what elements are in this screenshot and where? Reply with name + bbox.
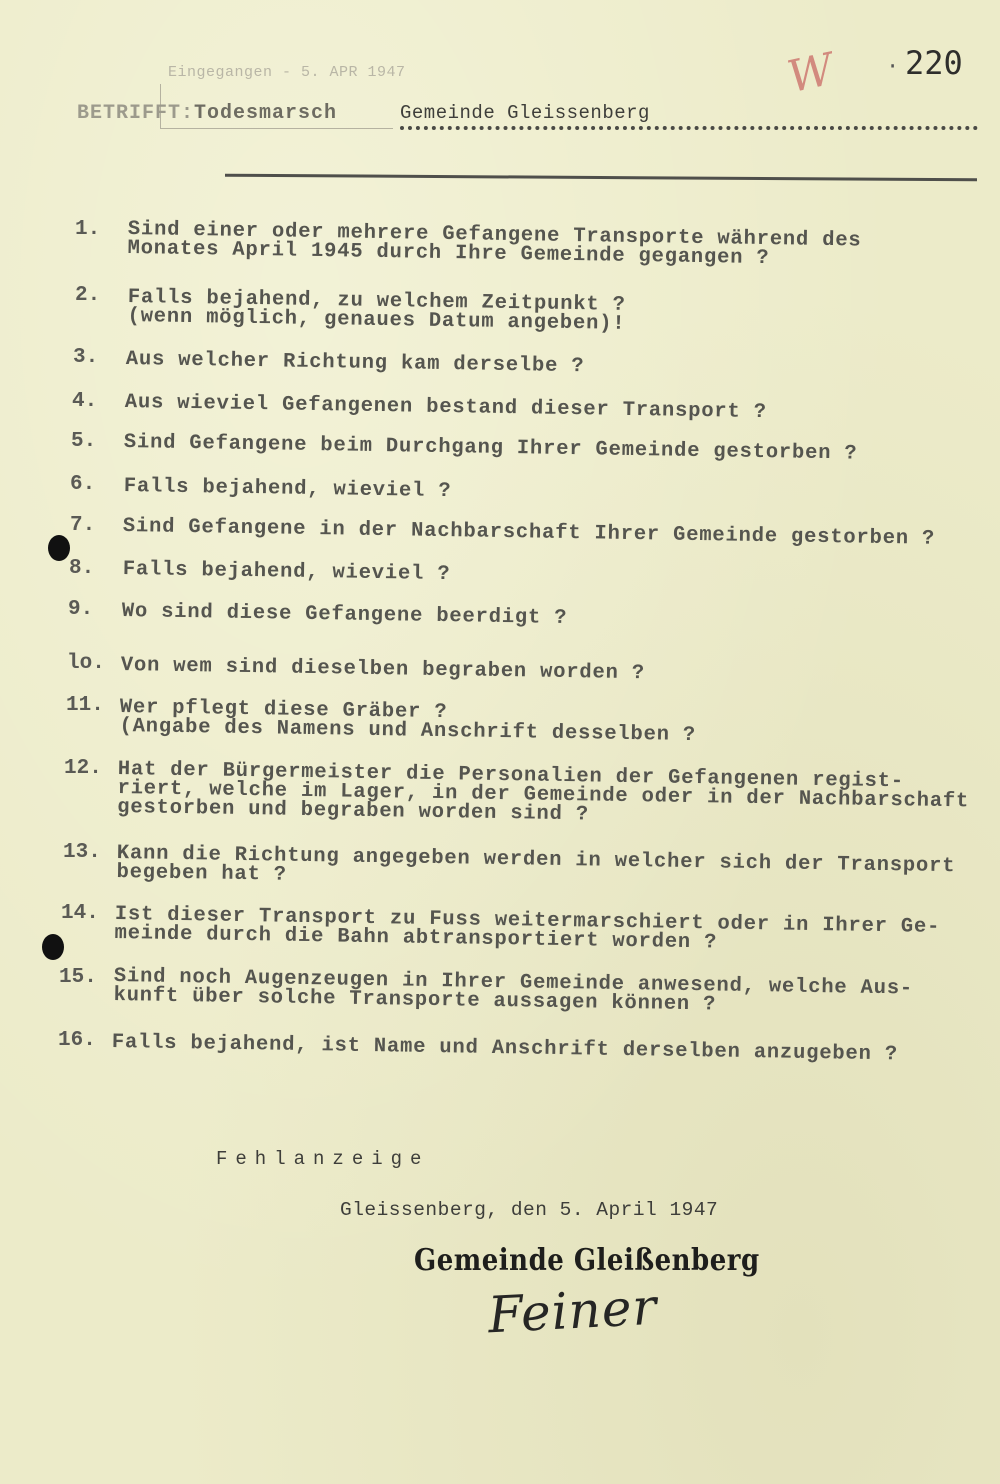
question-number: 5. [71,430,97,453]
punch-hole [48,535,70,561]
page-number-dot: · [886,54,900,79]
question-text: Falls bejahend, ist Name und Anschrift derselben anzugeben ? [111,1031,899,1067]
question-text: Falls bejahend, wieviel ? [123,475,452,504]
question-number: 4. [72,390,98,413]
community-name: Gemeinde Gleissenberg [400,102,650,124]
question-number: 6. [70,473,96,496]
question-number: lo. [67,652,105,675]
question-number: 12. [64,757,102,780]
question-text: Falls bejahend, wieviel ? [122,558,451,587]
question-text: Falls bejahend, zu welchem Zeitpunkt ? (wenn möglich, genaues Datum angeben)! [127,286,626,336]
subject-label: BETRIFFT: [77,102,195,125]
municipal-stamp: Gemeinde Gleißenberg [414,1243,760,1279]
question-number: 8. [69,557,95,580]
question-number: 14. [61,902,99,925]
question-text: Wer pflegt diese Gräber ? (Angabe des Namens und Anschrift desselben ? [119,696,697,748]
subject-value: Todesmarsch [194,102,338,125]
question-number: 16. [58,1029,96,1052]
question-text: Ist dieser Transport zu Fuss weitermarschiert oder in Ihrer Ge- meinde durch die Bahn abtransportiert worden ? [114,903,941,955]
question-text: Sind Gefangene beim Durchgang Ihrer Gemeinde gestorben ? [123,431,858,466]
question-text: Sind Gefangene in der Nachbarschaft Ihrer Gemeinde gestorben ? [122,515,936,551]
place-date: Gleissenberg, den 5. April 1947 [340,1199,719,1221]
question-number: 9. [68,598,94,621]
question-number: 15. [59,966,97,989]
response-fehlanzeige: Fehlanzeige [216,1148,430,1170]
question-text: Sind noch Augenzeugen in Ihrer Gemeinde anwesend, welche Aus- kunft über solche Transporte aussagen können ? [113,965,914,1017]
question-text: Wo sind diese Gefangene beerdigt ? [121,600,568,630]
question-text: Sind einer oder mehrere Gefangene Transporte während des Monates April 1945 durch Ihre Gemeinde gegangen ? [127,218,862,271]
dotted-leader [400,126,978,130]
question-text: Von wem sind dieselben begraben worden ? [120,654,646,686]
question-number: 1. [75,218,101,241]
received-stamp: Eingegangen - 5. APR 1947 [168,64,406,81]
subject-line [77,102,337,125]
punch-hole [42,934,64,960]
signature: Feiner [486,1277,659,1345]
red-pencil-mark: W [783,43,839,104]
page-number: 220 [905,44,963,82]
question-text: Kann die Richtung angegeben werden in welcher sich der Transport begeben hat ? [116,842,956,887]
question-text: Hat der Bürgermeister die Personalien der Gefangenen regist- riert, welche im Lager, in der Gemeinde oder in der Nachbarschaft gestorben und begraben worden sind ? [117,758,970,827]
question-number: 2. [75,284,101,307]
header-rule [225,174,977,182]
question-number: 3. [73,346,99,369]
question-number: 13. [63,841,101,864]
question-number: 11. [66,694,104,717]
question-number: 7. [70,514,96,537]
question-text: Aus welcher Richtung kam derselbe ? [125,348,585,379]
question-text: Aus wieviel Gefangenen bestand dieser Transport ? [124,391,767,425]
